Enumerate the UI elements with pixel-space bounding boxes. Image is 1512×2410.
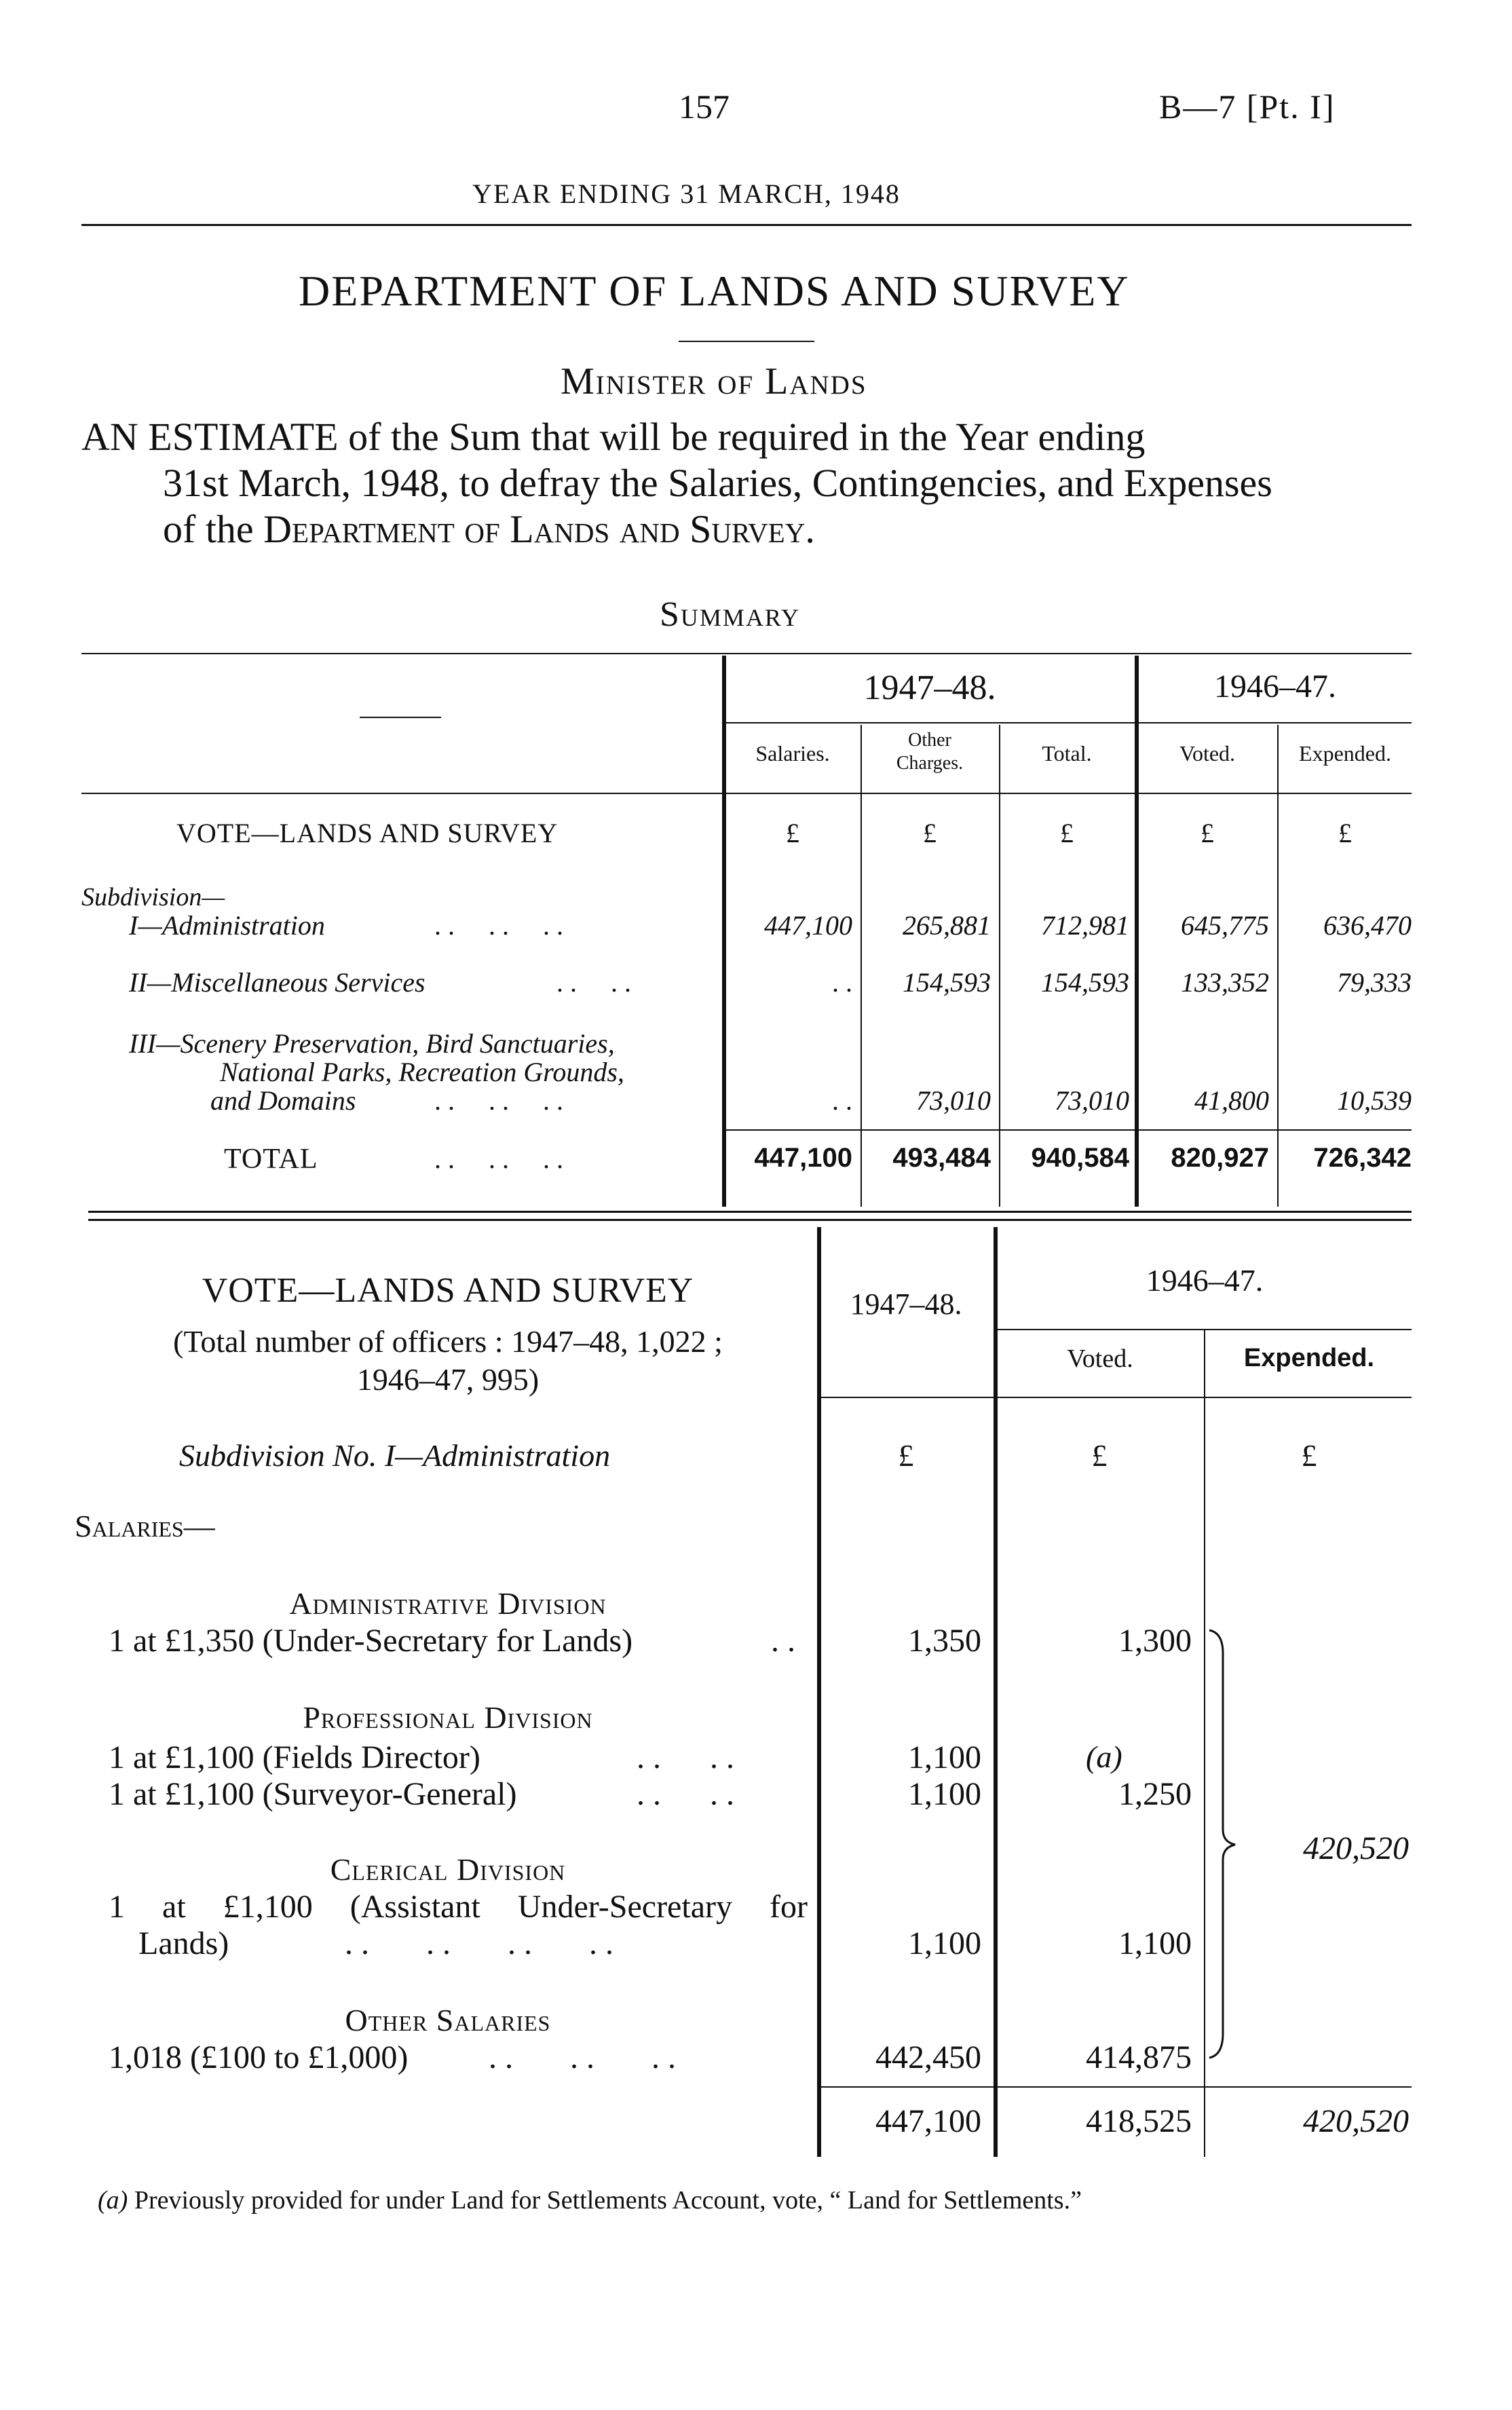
- clerical-item-line-1: 1 at £1,100 (Assistant Under-Secretary for: [109, 1889, 808, 1925]
- summary-row-1-dots: . . . . . .: [434, 910, 563, 941]
- prof-item-1-note: (a): [1086, 1739, 1122, 1774]
- summary-row-3-expended: 10,539: [1337, 1085, 1412, 1116]
- vote-vline-1947: [817, 1227, 821, 2157]
- vote-officers-line-2: 1946–47, 995): [356, 1362, 540, 1397]
- summary-total-salaries: 447,100: [754, 1143, 852, 1173]
- footnote-text: Previously provided for under Land for Settlements Account, vote, “ Land for Settlements.”: [128, 2186, 1082, 2215]
- summary-col-voted: Voted.: [1179, 741, 1236, 766]
- estimate-line-2: 31st March, 1948, to defray the Salaries, Contingencies, and Expenses: [163, 461, 1272, 505]
- footnote-mark: (a): [98, 2186, 128, 2215]
- prof-item-1-dots: . . . .: [637, 1739, 734, 1775]
- summary-row-1-voted: 645,775: [1181, 910, 1269, 941]
- admin-item-dots: . .: [771, 1623, 795, 1659]
- summary-row-1-total: 712,981: [1041, 910, 1129, 941]
- expended-brace: [1205, 1626, 1239, 2060]
- summary-currency-expended: £: [1338, 818, 1352, 848]
- estimate-line-3: [81, 506, 1412, 552]
- other-salaries-dots: . . . . . .: [489, 2039, 676, 2075]
- summary-row-2-voted: 133,352: [1181, 967, 1269, 998]
- vote-col-expended: Expended.: [1243, 1344, 1375, 1372]
- vote-currency-voted: £: [1091, 1438, 1108, 1473]
- summary-double-rule-2: [88, 1219, 1412, 1221]
- vote-officers-line-1: (Total number of officers : 1947–48, 1,022 ;: [173, 1324, 723, 1359]
- other-salaries-voted: 414,875: [1086, 2039, 1192, 2075]
- document-reference: B—7 [Pt. I]: [1159, 88, 1336, 126]
- department-name-smallcaps: Department of Lands and Survey: [263, 507, 806, 551]
- estimate-paragraph: [81, 414, 1412, 552]
- vote-salaries-label: Salaries—: [75, 1509, 215, 1543]
- summary-row-3-salaries: . .: [832, 1085, 852, 1116]
- prof-item-2: 1 at £1,100 (Surveyor-General): [109, 1776, 517, 1812]
- clerical-division-heading: Clerical Division: [330, 1852, 566, 1887]
- summary-row-2-label: II—Miscellaneous Services: [129, 967, 426, 998]
- summary-currency-voted: £: [1201, 818, 1214, 848]
- summary-col-other-1: Other: [908, 730, 951, 751]
- summary-currency-total: £: [1060, 818, 1074, 848]
- summary-row-3-label-2: National Parks, Recreation Grounds,: [220, 1057, 624, 1087]
- summary-year-current: 1947–48.: [863, 669, 996, 707]
- summary-currency-other: £: [923, 818, 937, 848]
- summary-row-1-expended: 636,470: [1323, 910, 1412, 941]
- vote-col-current: 1947–48.: [850, 1287, 962, 1321]
- summary-total-total: 940,584: [1031, 1143, 1129, 1173]
- header-rule: [81, 224, 1412, 226]
- summary-col-other-2: Charges.: [896, 753, 964, 774]
- prof-item-2-voted: 1,250: [1118, 1776, 1192, 1812]
- summary-heading: Summary: [660, 595, 800, 634]
- summary-header-dash: [360, 717, 441, 718]
- summary-total-rule: [723, 1129, 1412, 1131]
- summary-row-3-label-1: III—Scenery Preservation, Bird Sanctuaries,: [129, 1028, 615, 1059]
- admin-voted: 1,300: [1118, 1623, 1192, 1659]
- summary-row-1-label: I—Administration: [129, 910, 325, 941]
- summary-col-salaries: Salaries.: [755, 741, 830, 766]
- admin-current: 1,350: [908, 1623, 981, 1659]
- summary-total-voted: 820,927: [1171, 1143, 1269, 1173]
- prof-item-2-dots: . . . .: [637, 1776, 734, 1812]
- summary-row-1-salaries: 447,100: [764, 910, 852, 941]
- summary-row-3-voted: 41,800: [1194, 1085, 1269, 1116]
- summary-year-rule: [723, 722, 1412, 723]
- summary-row-3-total: 73,010: [1055, 1085, 1129, 1116]
- prof-item-2-current: 1,100: [908, 1776, 981, 1812]
- vote-total-rule: [818, 2086, 1412, 2088]
- clerical-item-line-2: Lands): [138, 1925, 229, 1961]
- clerical-voted: 1,100: [1118, 1925, 1192, 1961]
- vote-header-rule: [818, 1397, 1412, 1398]
- summary-double-rule-1: [88, 1211, 1412, 1213]
- summary-total-expended: 726,342: [1313, 1143, 1412, 1173]
- summary-row-3-other: 73,010: [916, 1085, 991, 1116]
- vote-total-current: 447,100: [875, 2103, 981, 2139]
- other-salaries-heading: Other Salaries: [345, 2003, 551, 2037]
- admin-division-heading: Administrative Division: [289, 1586, 607, 1621]
- expended-bracket-amount: 420,520: [1303, 1830, 1409, 1866]
- summary-vline-expended: [1277, 725, 1279, 1207]
- summary-header-rule: [81, 793, 1412, 794]
- summary-total-dots: . . . . . .: [434, 1144, 563, 1174]
- summary-vline-other: [861, 725, 862, 1207]
- footnote: [98, 2185, 1082, 2215]
- summary-col-other-charges: [862, 729, 998, 775]
- summary-row-2-salaries: . .: [832, 967, 852, 998]
- summary-vline-total: [999, 725, 1000, 1207]
- vote-subdivision: Subdivision No. I—Administration: [179, 1438, 611, 1473]
- summary-row-2-total: 154,593: [1041, 967, 1129, 998]
- other-salaries-item: 1,018 (£100 to £1,000): [109, 2039, 409, 2075]
- summary-row-2-expended: 79,333: [1337, 967, 1412, 998]
- estimate-line-1-text: of the Sum that will be required in the Year ending: [338, 415, 1146, 459]
- vote-currency-expended: £: [1301, 1438, 1317, 1473]
- prof-division-heading: Professional Division: [303, 1700, 593, 1735]
- estimate-lead: AN ESTIMATE: [81, 415, 339, 459]
- page-number: 157: [679, 88, 730, 126]
- summary-row-3-label-3: and Domains: [210, 1085, 356, 1116]
- summary-row-3-dots: . . . . . .: [434, 1085, 563, 1116]
- estimate-line-3-c: .: [805, 507, 815, 551]
- minister-line: Minister of Lands: [561, 360, 867, 402]
- vote-currency-current: £: [898, 1438, 914, 1473]
- summary-total-label: TOTAL: [224, 1144, 318, 1175]
- vote-title: VOTE—LANDS AND SURVEY: [202, 1271, 694, 1310]
- estimate-line-3-a: of the: [163, 507, 264, 551]
- vote-total-voted: 418,525: [1086, 2103, 1192, 2139]
- admin-item: 1 at £1,350 (Under-Secretary for Lands): [109, 1623, 633, 1659]
- summary-col-total: Total.: [1042, 741, 1092, 766]
- summary-col-expended: Expended.: [1299, 741, 1391, 766]
- summary-total-other: 493,484: [892, 1143, 991, 1173]
- other-salaries-current: 442,450: [875, 2039, 981, 2075]
- vote-year-rule: [995, 1329, 1412, 1330]
- vote-col-previous: 1946–47.: [1146, 1263, 1264, 1298]
- summary-row-2-dots: . . . .: [556, 967, 631, 998]
- department-title: DEPARTMENT OF LANDS AND SURVEY: [299, 267, 1130, 315]
- summary-vote-label: VOTE—LANDS AND SURVEY: [176, 818, 559, 848]
- clerical-item-dots: . . . . . . . .: [345, 1925, 613, 1961]
- title-short-rule: [679, 341, 814, 342]
- summary-row-1-other: 265,881: [903, 910, 991, 941]
- summary-top-rule: [81, 653, 1412, 654]
- summary-currency-salaries: £: [786, 818, 799, 848]
- prof-item-1: 1 at £1,100 (Fields Director): [109, 1739, 480, 1775]
- vote-col-voted: Voted.: [1067, 1344, 1133, 1373]
- summary-row-2-other: 154,593: [903, 967, 991, 998]
- vote-total-expended: 420,520: [1303, 2103, 1409, 2139]
- estimate-line-1: [81, 414, 1412, 460]
- year-line: YEAR ENDING 31 MARCH, 1948: [472, 178, 901, 209]
- summary-year-previous: 1946–47.: [1214, 669, 1336, 704]
- clerical-current: 1,100: [908, 1925, 981, 1961]
- summary-subdivision-label: Subdivision—: [81, 883, 225, 911]
- prof-item-1-current: 1,100: [908, 1739, 981, 1775]
